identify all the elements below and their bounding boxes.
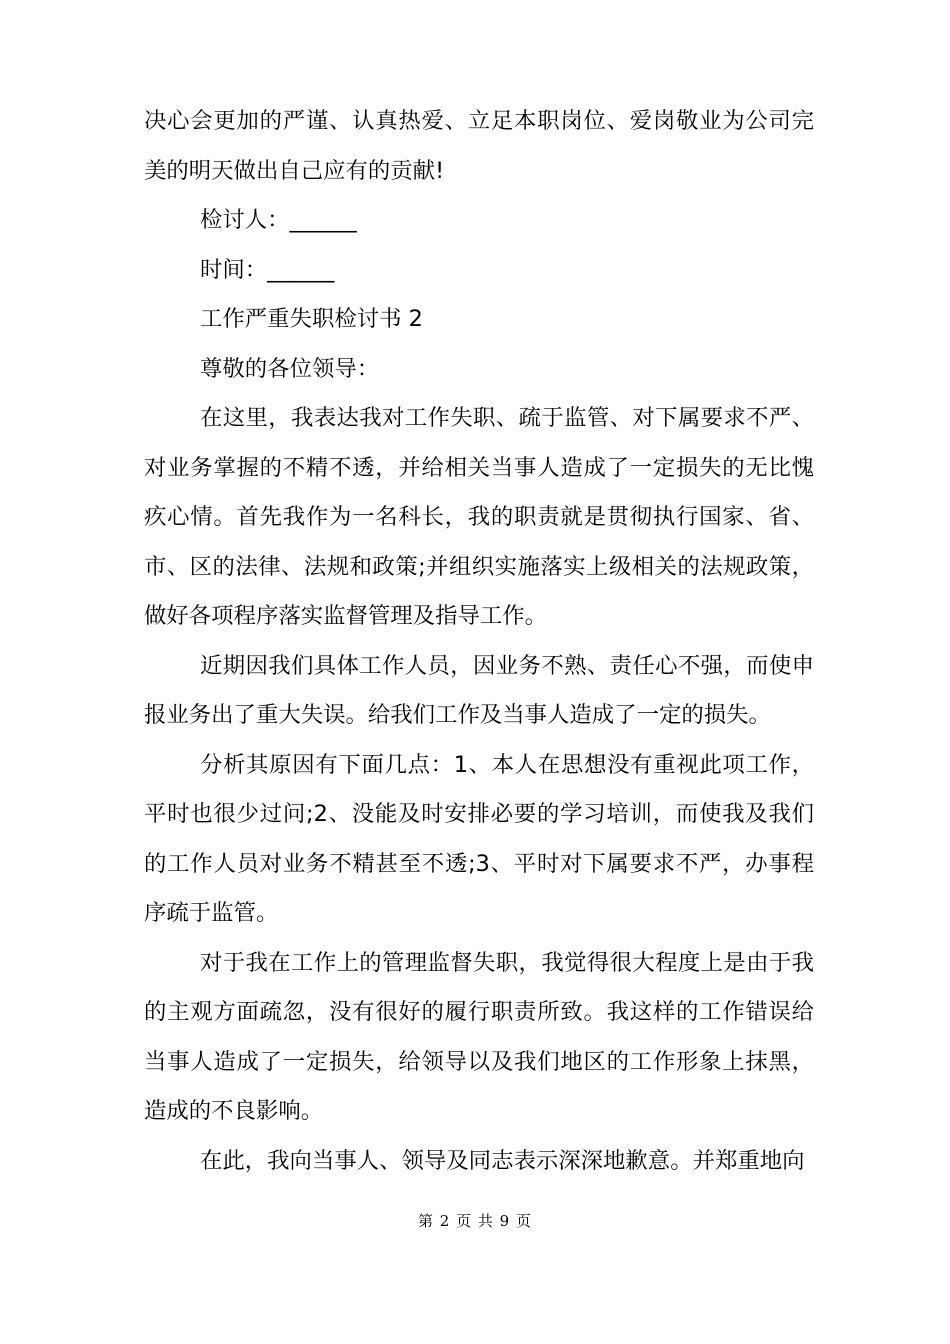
paragraph: 对于我在工作上的管理监督失职，我觉得很大程度上是由于我的主观方面疏忽，没有很好的履行职责所致。我这样的工作错误给当事人造成了一定损失，给领导以及我们地区的工作形象上抹黑，造成的不良影响。 — [144, 949, 814, 1124]
date-line: 时间：______ — [200, 256, 335, 283]
paragraph: 决心会更加的严谨、认真热爱、立足本职岗位、爱岗敬业为公司完美的明天做出自己应有的贡献! — [144, 108, 814, 184]
document-body — [144, 97, 814, 1186]
page-number-footer: 第 2 页 共 9 页 — [418, 1212, 532, 1230]
paragraph: 在这里，我表达我对工作失职、疏于监管、对下属要求不严、对业务掌握的不精不透，并给相关当事人造成了一定损失的无比愧疚心情。首先我作为一名科长，我的职责就是贯彻执行国家、省、市、区的法律、法规和政策;并组织实施落实上级相关的法规政策，做好各项程序落实监督管理及指导工作。 — [144, 405, 814, 629]
paragraph: 分析其原因有下面几点：1、本人在思想没有重视此项工作，平时也很少过问;2、没能及时安排必要的学习培训，而使我及我们的工作人员对业务不精甚至不透;3、平时对下属要求不严，办事程序疏于监管。 — [144, 751, 814, 926]
paragraph: 近期因我们具体工作人员，因业务不熟、责任心不强，而使申报业务出了重大失误。给我们工作及当事人造成了一定的损失。 — [144, 652, 814, 728]
signature-line: 检讨人：______ — [200, 207, 357, 233]
section-title: 工作严重失职检讨书 2 — [200, 306, 423, 332]
paragraph: 在此，我向当事人、领导及同志表示深深地歉意。并郑重地向 — [200, 1147, 805, 1174]
salutation: 尊敬的各位领导： — [200, 355, 380, 382]
